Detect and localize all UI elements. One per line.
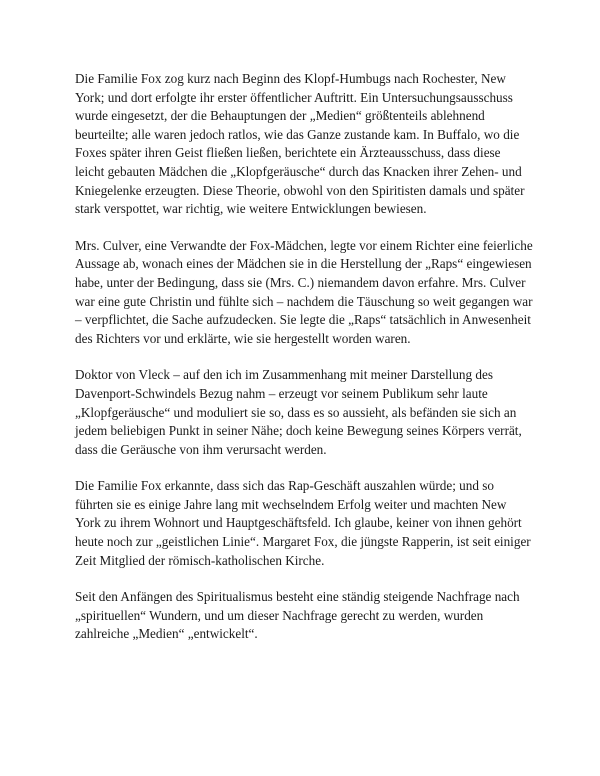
- paragraph-1: Die Familie Fox zog kurz nach Beginn des Klopf-Humbugs nach Rochester, New York; und dort erfolgte ihr erster öffentlicher Auftritt. Ein Untersuchungsausschuss wurde eingesetzt, der die Behauptungen der „Medien“ größtenteils ablehnend beurteilte; alle waren jedoch ratlos, wie das Ganze zustande kam. In Buffalo, wo die Foxes später ihren Geist fließen ließen, berichtete ein Ärzteausschuss, dass diese leicht gebauten Mädchen die „Klopfgeräusche“ durch das Knacken ihrer Zehen- und Kniegelenke erzeugten. Diese Theorie, obwohl von den Spiritisten damals und später stark verspottet, war richtig, wie weitere Entwicklungen bewiesen.: [75, 71, 525, 217]
- document-page: [75, 70, 533, 662]
- paragraph-3: Doktor von Vleck – auf den ich im Zusammenhang mit meiner Darstellung des Davenport-Schwindels Bezug nahm – erzeugt vor seinem Publikum sehr laute „Klopfgeräusche“ und moduliert sie so, dass es so aussieht, als befänden sie sich an jedem beliebigen Punkt in seiner Nähe; doch keine Bewegung seines Körpers verrät, dass die Geräusche von ihm verursacht werden.: [75, 367, 522, 457]
- paragraph-4: Die Familie Fox erkannte, dass sich das Rap-Geschäft auszahlen würde; und so führten sie es einige Jahre lang mit wechselndem Erfolg weiter und machten New York zu ihrem Wohnort und Hauptgeschäftsfeld. Ich glaube, keiner von ihnen gehört heute noch zur „geistlichen Linie“. Margaret Fox, die jüngste Rapperin, ist seit einiger Zeit Mitglied der römisch-katholischen Kirche.: [75, 478, 531, 568]
- paragraph-2: Mrs. Culver, eine Verwandte der Fox-Mädchen, legte vor einem Richter eine feierliche Aussage ab, wonach eines der Mädchen sie in die Herstellung der „Raps“ eingewiesen habe, unter der Bedingung, dass sie (Mrs. C.) niemandem davon erfahre. Mrs. Culver war eine gute Christin und fühlte sich – nachdem die Täuschung so weit gegangen war – verpflichtet, die Sache aufzudecken. Sie legte die „Raps“ tatsächlich in Anwesenheit des Richters vor und erklärte, wie sie hergestellt worden waren.: [75, 237, 533, 346]
- paragraph-5: Seit den Anfängen des Spiritualismus besteht eine ständig steigende Nachfrage nach „spirituellen“ Wundern, und um dieser Nachfrage gerecht zu werden, wurden zahlreiche „Medien“ „entwickelt“.: [75, 589, 520, 642]
